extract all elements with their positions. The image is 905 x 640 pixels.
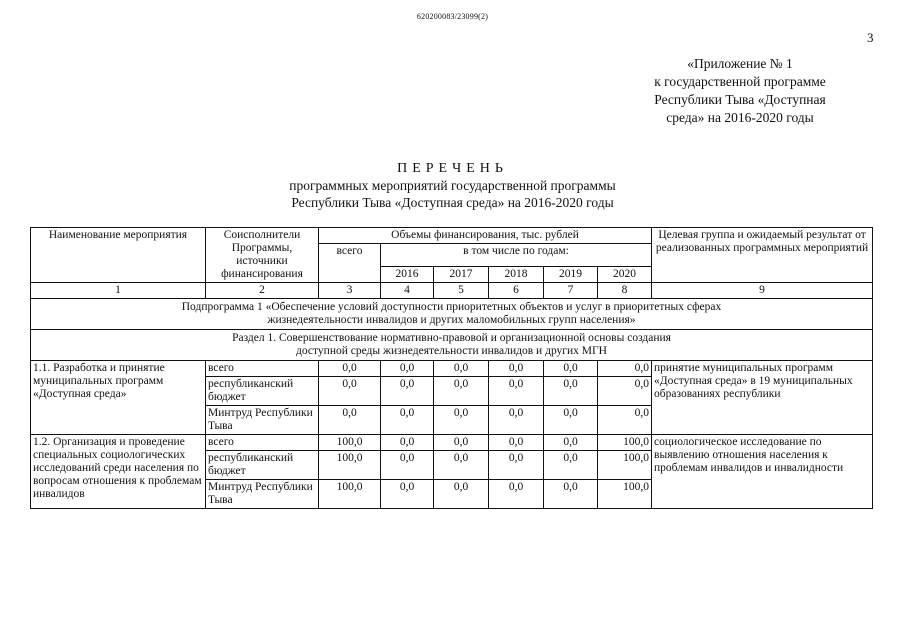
amount-year: 0,0 (598, 406, 652, 435)
table-row (31, 361, 873, 377)
amount-year: 0,0 (489, 435, 544, 451)
title-word: ПЕРЕЧЕНЬ (397, 161, 508, 176)
amount-year: 0,0 (434, 435, 489, 451)
header-by-years: в том числе по годам: (381, 244, 652, 267)
header-row (31, 228, 873, 244)
header-year: 2020 (598, 267, 652, 283)
expected-result: социологическое исследование по выявлению отношения населения к проблемам инвалидов и инвалидности (652, 435, 873, 509)
column-number: 4 (381, 283, 434, 299)
amount-year: 0,0 (434, 361, 489, 377)
document-number: 620200083/23099(2) (416, 12, 489, 21)
header-volumes: Объемы финансирования, тыс. рублей (319, 228, 652, 244)
amount-total: 100,0 (319, 435, 381, 451)
column-number: 7 (544, 283, 598, 299)
page-number: 3 (867, 30, 874, 45)
header-year: 2017 (434, 267, 489, 283)
header-coexec: Соисполнители Программы, источники финансирования (206, 228, 319, 283)
amount-year: 0,0 (489, 361, 544, 377)
amount-year: 0,0 (381, 406, 434, 435)
column-number: 6 (489, 283, 544, 299)
column-number: 2 (206, 283, 319, 299)
section-title: Раздел 1. Совершенствование нормативно-правовой и организационной основы создания доступной среды жизнедеятельности инвалидов и других МГН (31, 330, 873, 361)
appendix-note (560, 55, 905, 127)
table-row (31, 435, 873, 451)
amount-year: 0,0 (544, 480, 598, 509)
amount-year: 0,0 (598, 361, 652, 377)
appendix-line: среда» на 2016-2020 годы (666, 110, 814, 125)
amount-total: 100,0 (319, 451, 381, 480)
funding-source: Минтруд Республики Тыва (206, 406, 319, 435)
amount-year: 0,0 (489, 406, 544, 435)
amount-year: 0,0 (544, 377, 598, 406)
column-number: 1 (31, 283, 206, 299)
amount-year: 0,0 (489, 377, 544, 406)
amount-year: 0,0 (434, 480, 489, 509)
amount-total: 100,0 (319, 480, 381, 509)
amount-year: 0,0 (381, 435, 434, 451)
header-year: 2018 (489, 267, 544, 283)
amount-year: 100,0 (598, 451, 652, 480)
header-name: Наименование мероприятия (31, 228, 206, 283)
amount-year: 100,0 (598, 480, 652, 509)
funding-source: республиканский бюджет (206, 377, 319, 406)
title-line-2: Республики Тыва «Доступная среда» на 2016-2020 годы (291, 195, 614, 210)
section-row (31, 330, 873, 361)
amount-total: 0,0 (319, 361, 381, 377)
funding-source: республиканский бюджет (206, 451, 319, 480)
amount-year: 0,0 (544, 435, 598, 451)
funding-source: Минтруд Республики Тыва (206, 480, 319, 509)
header-year: 2019 (544, 267, 598, 283)
subprogram-row (31, 299, 873, 330)
subprogram-title: Подпрограмма 1 «Обеспечение условий доступности приоритетных объектов и услуг в приоритетных сферах жизнедеятельности инвалидов и других маломобильных групп населения» (31, 299, 873, 330)
column-number: 8 (598, 283, 652, 299)
title-line-1: программных мероприятий государственной программы (289, 178, 616, 193)
amount-year: 0,0 (489, 480, 544, 509)
amount-year: 0,0 (434, 406, 489, 435)
amount-year: 0,0 (381, 480, 434, 509)
amount-year: 0,0 (381, 377, 434, 406)
column-numbers-row (31, 283, 873, 299)
document-title (0, 160, 905, 211)
amount-year: 0,0 (544, 406, 598, 435)
measure-name: 1.1. Разработка и принятие муниципальных программ «Доступная среда» (31, 361, 206, 435)
funding-source: всего (206, 361, 319, 377)
header-total: всего (319, 244, 381, 283)
amount-year: 0,0 (598, 377, 652, 406)
header-year: 2016 (381, 267, 434, 283)
amount-total: 0,0 (319, 377, 381, 406)
funding-source: всего (206, 435, 319, 451)
column-number: 9 (652, 283, 873, 299)
amount-year: 0,0 (434, 451, 489, 480)
amount-year: 0,0 (489, 451, 544, 480)
amount-total: 0,0 (319, 406, 381, 435)
measure-name: 1.2. Организация и проведение специальных социологических исследований среди населения по вопросам отношения к проблемам инвалидов (31, 435, 206, 509)
amount-year: 100,0 (598, 435, 652, 451)
appendix-line: к государственной программе (654, 74, 826, 89)
expected-result: принятие муниципальных программ «Доступная среда» в 19 муниципальных образованиях республики (652, 361, 873, 435)
measures-table (30, 227, 873, 509)
header-target: Целевая группа и ожидаемый результат от реализованных программных мероприятий (652, 228, 873, 283)
amount-year: 0,0 (381, 451, 434, 480)
column-number: 5 (434, 283, 489, 299)
amount-year: 0,0 (381, 361, 434, 377)
column-number: 3 (319, 283, 381, 299)
appendix-line: «Приложение № 1 (687, 56, 793, 71)
appendix-line: Республики Тыва «Доступная (654, 92, 826, 107)
amount-year: 0,0 (544, 451, 598, 480)
amount-year: 0,0 (434, 377, 489, 406)
amount-year: 0,0 (544, 361, 598, 377)
